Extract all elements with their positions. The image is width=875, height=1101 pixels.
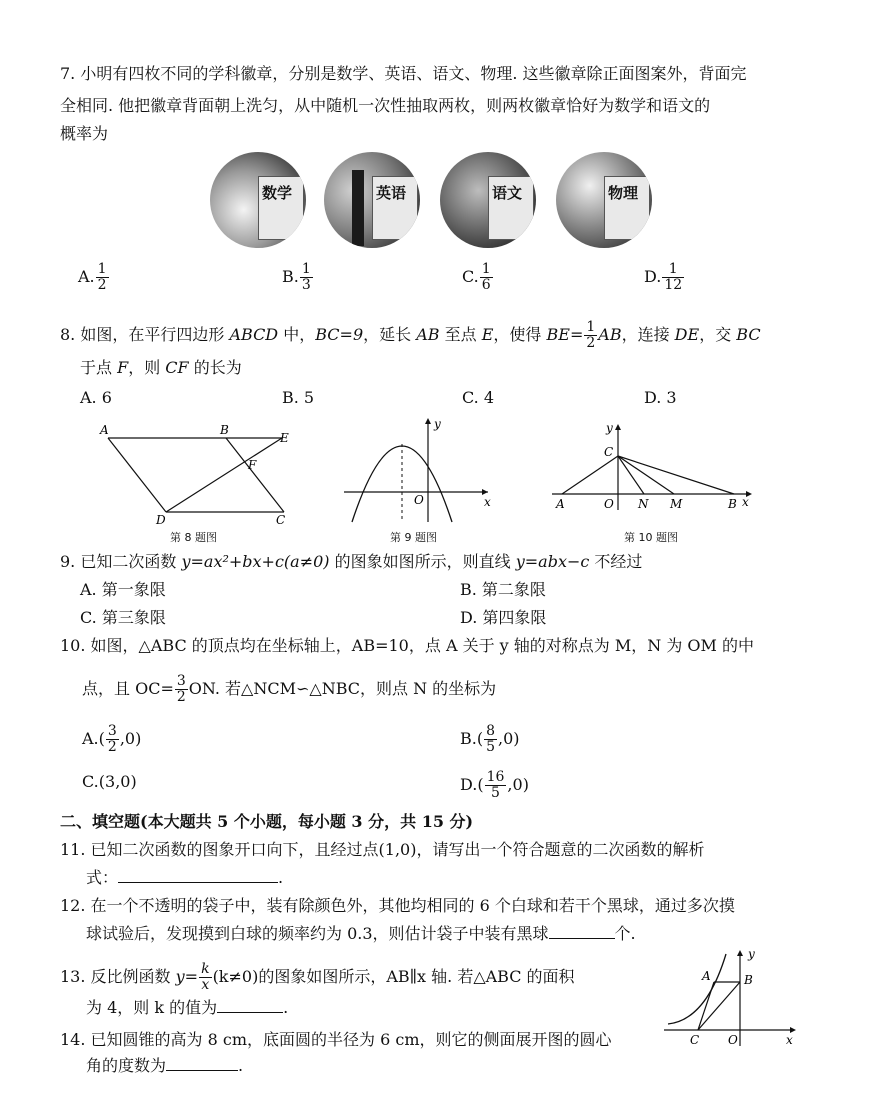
- fig13-label-c: C: [690, 1033, 700, 1047]
- q9-option-b: B. 第二象限: [460, 580, 546, 599]
- fig10-label-y: y: [606, 421, 613, 435]
- fig13-y-arrow-icon: [737, 950, 743, 956]
- fig10-label-c: C: [604, 445, 614, 459]
- q8-frac-num: 1: [586, 319, 596, 335]
- fig9-caption: 第 9 题图: [390, 531, 437, 544]
- q13-y: y=: [175, 967, 199, 986]
- fig13-label-o: O: [728, 1033, 738, 1047]
- q10-frac-num: 3: [176, 673, 186, 689]
- q12-line2: [86, 924, 636, 944]
- q7-line1: 7. 小明有四枚不同的学科徽章，分别是数学、英语、语文、物理. 这些徽章除正面图案外，背面完: [60, 64, 747, 83]
- q7-option-b-num: 1: [301, 261, 311, 277]
- q7-option-d-den: 12: [664, 277, 683, 293]
- q8-option-b: B. 5: [282, 388, 315, 407]
- q8-f: F: [117, 358, 129, 377]
- clock-tower-shape: [352, 170, 364, 246]
- q9-line-eq: y=abx−c: [515, 552, 590, 571]
- fig13-curve: [668, 954, 726, 1024]
- q13-frac-num: k: [201, 961, 210, 977]
- badge-physics-label: 物理: [608, 184, 639, 202]
- q7-option-a-letter: A.: [78, 267, 95, 286]
- fig8-label-f: F: [248, 458, 257, 472]
- q10-line1: 10. 如图，△ABC 的顶点均在坐标轴上，AB=10，点 A 关于 y 轴的对称点为 M，N 为 OM 的中: [60, 636, 755, 655]
- q10-option-b-tail: ,0: [498, 729, 514, 748]
- q8-bc: BC: [736, 325, 761, 344]
- badge-chinese: [440, 152, 536, 248]
- fig10-label-x: x: [742, 495, 749, 509]
- fig13-label-x: x: [786, 1033, 793, 1047]
- q7-option-b-den: 3: [301, 277, 311, 293]
- q8-text-3: ，延长: [363, 325, 417, 344]
- q9-stem: [60, 552, 642, 572]
- fig9-label-o: O: [414, 493, 424, 507]
- fig8-caption: 第 8 题图: [170, 531, 217, 544]
- q8-text-2: 中，: [278, 325, 316, 344]
- q10-option-b-num: 8: [486, 723, 496, 739]
- q7-option-a-den: 2: [97, 277, 107, 293]
- fig13-label-y: y: [748, 948, 755, 961]
- q9-option-c: C. 第三象限: [80, 608, 166, 627]
- q13-line1: [60, 962, 575, 993]
- q7-option-b-letter: B.: [282, 267, 299, 286]
- q7-option-c-letter: C.: [462, 267, 479, 286]
- fig9-y-arrow-icon: [425, 418, 431, 424]
- q7-option-c-num: 1: [481, 261, 491, 277]
- q10-option-d-tail: ,0: [507, 775, 523, 794]
- fig10-label-n: N: [638, 497, 649, 511]
- q8-text-4: 至点: [439, 325, 482, 344]
- q14-line1: 14. 已知圆锥的高为 8 cm，底面圆的半径为 6 cm，则它的侧面展开图的圆心: [60, 1030, 612, 1049]
- fig10-caption: 第 10 题图: [624, 531, 678, 544]
- q8-ab2: AB: [598, 325, 622, 344]
- q11-text-1: 式：: [86, 868, 119, 887]
- q14-line2: [86, 1056, 243, 1076]
- figure-13-hyperbola: [660, 948, 800, 1048]
- q10-option-a-num: 3: [107, 723, 117, 739]
- q13-text-end: .: [283, 998, 289, 1017]
- q8-e: E: [481, 325, 494, 344]
- q10-option-d-den: 5: [491, 785, 500, 801]
- q10-option-c-letter: C.: [82, 772, 99, 791]
- fig8-label-c: C: [276, 513, 286, 527]
- q8-line1: [60, 320, 761, 351]
- q11-answer-blank[interactable]: [118, 868, 278, 883]
- q10-option-d-num: 16: [486, 769, 505, 785]
- q11-text-end: .: [278, 868, 284, 887]
- q8-text-8: 于点: [80, 358, 118, 377]
- fig8-label-e: E: [280, 431, 289, 445]
- q10-option-a-tail: ,0: [119, 729, 136, 748]
- q9-text-1: 9. 已知二次函数: [60, 552, 182, 571]
- q13-text-2: (k≠0)的图象如图所示，AB∥x 轴. 若△ABC 的面积: [212, 967, 575, 986]
- q10-text-1: 点，且 OC=: [82, 679, 174, 698]
- q8-option-c: C. 4: [462, 388, 495, 407]
- q8-text-9: ，则: [128, 358, 166, 377]
- q7-option-a-num: 1: [97, 261, 107, 277]
- q11-line1: 11. 已知二次函数的图象开口向下，且经过点(1,0)，请写出一个符合题意的二次函数的解析: [60, 840, 705, 859]
- q7-line3: 概率为: [60, 124, 109, 143]
- fig13-label-b: B: [744, 973, 753, 987]
- fig9-label-x: x: [484, 495, 491, 509]
- q9-option-a: A. 第一象限: [80, 580, 166, 599]
- q7-option-c: [462, 262, 494, 293]
- section-2-heading: 二、填空题(本大题共 5 个小题，每小题 3 分，共 15 分): [60, 812, 474, 831]
- q9-text-2: 的图象如图所示，则直线: [329, 552, 516, 571]
- q9-function: y=ax²+bx+c(a≠0): [181, 552, 330, 571]
- fig10-line-cn: [618, 456, 644, 494]
- q10-option-b: B.( $\frac{8}{5}$ ,0): [460, 723, 520, 755]
- q12-text-end: 个.: [614, 924, 636, 943]
- q8-text-10: 的长为: [188, 358, 242, 377]
- q10-option-b-letter: B.: [460, 729, 477, 748]
- q8-bc9: BC=9: [315, 325, 364, 344]
- fig13-line-cb: [698, 982, 740, 1030]
- figure-9-parabola: [338, 414, 498, 526]
- q7-option-a: [78, 262, 110, 293]
- q10-option-c-value: (3,0): [98, 772, 137, 791]
- q8-option-a: A. 6: [80, 388, 112, 407]
- q10-frac-den: 2: [176, 689, 186, 705]
- q14-text-1: 角的度数为: [86, 1056, 167, 1075]
- q8-cf: CF: [165, 358, 189, 377]
- q8-text-5: ，使得: [493, 325, 547, 344]
- q9-text-3: 不经过: [589, 552, 643, 571]
- fig8-label-b: B: [220, 423, 229, 437]
- q10-text-2: ON. 若△NCM∽△NBC，则点 N 的坐标为: [188, 679, 497, 698]
- fig8-line-ad: [108, 438, 166, 512]
- q12-answer-blank[interactable]: [549, 924, 615, 939]
- q7-option-d: [644, 262, 685, 293]
- q11-line2: [86, 868, 283, 888]
- fig8-label-a: A: [100, 423, 109, 437]
- q8-frac-den: 2: [586, 335, 596, 351]
- q10-line2: [82, 674, 496, 705]
- fig9-label-y: y: [434, 417, 441, 431]
- q13-frac-den: x: [201, 977, 210, 993]
- q8-line2: [80, 358, 242, 378]
- q7-option-b: [282, 262, 314, 293]
- q10-option-a-den: 2: [107, 739, 117, 755]
- q8-text-6: ，连接: [621, 325, 675, 344]
- badge-chinese-label: 语文: [492, 184, 523, 202]
- q10-option-c: [82, 772, 137, 792]
- fig10-line-cm: [618, 456, 674, 494]
- q13-answer-blank[interactable]: [217, 998, 283, 1013]
- q13-line2: [86, 998, 288, 1018]
- fig10-line-ca: [562, 456, 618, 494]
- badge-english-label: 英语: [376, 184, 407, 202]
- q8-be: BE=: [546, 325, 584, 344]
- q10-option-d: D.( $\frac{16}{5}$ ,0): [460, 769, 529, 801]
- q10-option-d-letter: D.: [460, 775, 478, 794]
- fig10-label-m: M: [670, 497, 683, 511]
- fig10-label-o: O: [604, 497, 614, 511]
- fig13-label-a: A: [702, 969, 711, 983]
- q8-text-1: 8. 如图，在平行四边形: [60, 325, 230, 344]
- badge-english: [324, 152, 420, 248]
- fig8-line-de: [166, 438, 282, 512]
- q8-de: DE: [674, 325, 700, 344]
- q12-text-1: 球试验后，发现摸到白球的频率约为 0.3，则估计袋子中装有黑球: [86, 924, 549, 943]
- fig8-line-bc: [226, 438, 284, 512]
- fig8-label-d: D: [156, 513, 166, 527]
- q10-option-a: A.( $\frac{3}{2}$ ,0): [82, 723, 142, 755]
- q12-line1: 12. 在一个不透明的袋子中，装有除颜色外，其他均相同的 6 个白球和若干个黑球，通过多次摸: [60, 896, 735, 915]
- fig10-label-a: A: [556, 497, 565, 511]
- q8-text-7: ，交: [699, 325, 737, 344]
- q9-option-d: D. 第四象限: [460, 608, 547, 627]
- q7-line2: 全相同. 他把徽章背面朝上洗匀，从中随机一次性抽取两枚，则两枚徽章恰好为数学和语文的: [60, 96, 711, 115]
- badge-math-label: 数学: [262, 184, 293, 202]
- q7-option-d-num: 1: [662, 262, 684, 278]
- badge-physics: [556, 152, 652, 248]
- q8-option-d: D. 3: [644, 388, 677, 407]
- q7-option-d-letter: D.: [644, 267, 662, 286]
- q10-option-a-letter: A.: [82, 729, 99, 748]
- q8-ab: AB: [416, 325, 440, 344]
- q10-option-b-den: 5: [486, 739, 496, 755]
- q13-text-1: 13. 反比例函数: [60, 967, 176, 986]
- q13-text-3: 为 4，则 k 的值为: [86, 998, 218, 1017]
- fig10-y-arrow-icon: [615, 424, 621, 430]
- figure-8-parallelogram: [96, 420, 306, 530]
- q14-answer-blank[interactable]: [166, 1056, 238, 1071]
- figure-10-triangle: [548, 420, 758, 520]
- fig10-line-cb: [618, 456, 734, 494]
- q8-abcd: ABCD: [229, 325, 279, 344]
- fig10-label-b: B: [728, 497, 737, 511]
- q7-option-c-den: 6: [481, 277, 491, 293]
- badge-math: [210, 152, 306, 248]
- q14-text-end: .: [238, 1056, 244, 1075]
